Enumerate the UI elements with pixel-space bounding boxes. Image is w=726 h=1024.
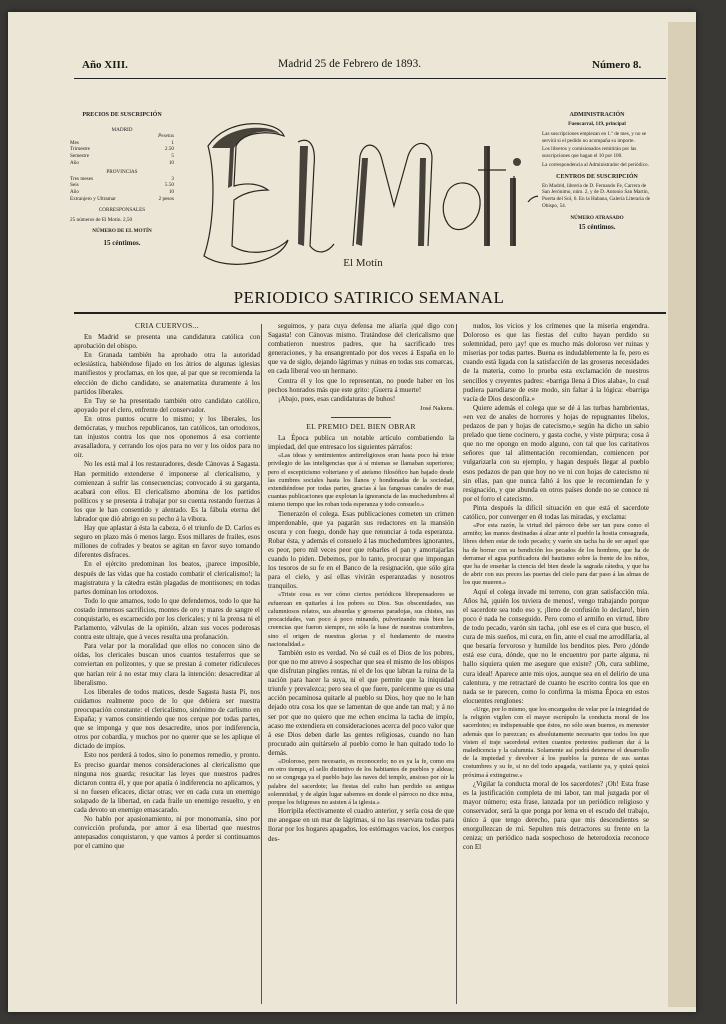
madrid-price-list xyxy=(70,140,174,166)
paragraph: Hay que aplastar á ésta la cabeza, ó el triunfo de D. Carlos es seguro en plazo más ó menos largo. Esos millares de frailes, esos millones de cofrades y beatos se agitan en favor suyo tomando diferentes disfraces. xyxy=(74,524,260,560)
paragraph: No les está mal á los restauradores, desde Cánovas á Sagasta. Han permitido extenderse é imponerse al clericalismo, y comienzan á sufrir las consecuencias; convocado á su garganta, acabará con ellos. El clericalismo abomina de los partidos políticos y se presenta á trabajar por su cuenta restando fuerzas á los que le han consentido y alentado. Es la fábula eterna del labrador que dió abrigo en su pecho á la víbora. xyxy=(74,460,260,523)
paragraph: No hablo por apasionamiento, ni por monomanía, sino por convicción profunda, por amor á esa libertad que nuestros antepasados conquistaron, y que vamos á perder si continuamos por el camino que xyxy=(74,815,260,851)
price-label: Año xyxy=(70,188,79,195)
quote-4: «Por esta razón, la virtud del párroco debe ser tan pura como el armiño; las manos destinadas á alzar ante el pueblo la hostia consagrada, libres deben estar de todo pecado; y varón sin tacha ha de ser aquel que ha de borrar con su bendición los pecados de los hombres, que ha de derramar el agua purificadora del bautismo sobre la frente de los niños, que ha de enseñar la ciencia del bien desde la sagrada cátedra, y que ha de abrir con sus preces las puertas del cielo para dar paso á las almas de los que mueren.» xyxy=(463,522,649,587)
paragraph: ¿Vigilar la conducta moral de los sacerdotes? ¡Oh! Esta frase es la justificación completa de mi labor, tan mal juzgada por el mayor número; esta frase, lanzada por un periódico religioso y conservador, será la que ponga por lema en el escudo del trabajo, único á que tengo derecho, para que mis descendientes se enorgullezcan de mí. Sepulten mis detractores su frente en la ceniza; un periódico nada sospechoso de heterodoxia reconoce con El xyxy=(463,779,649,852)
madrid-currency: Pesetas xyxy=(158,133,174,140)
article-signature: José Nakens. xyxy=(420,404,454,412)
atrasado-price: 15 céntimos. xyxy=(578,222,616,231)
paragraph: Todo lo que amamos, todo lo que defendemos, todo lo que ha costado inmensos sacrificios, montes de oro y mares de sangre el conquistarlo, es escarnecido por los clericales; y ni la prensa ni el Parlamento, válvulas de la opinión, alzan sus voces poderosas contra este ultraje, que á veces resulta una profanación. xyxy=(74,596,260,642)
madrid-label: MADRID xyxy=(111,126,133,133)
article-separator xyxy=(331,417,391,418)
column-1-body xyxy=(74,333,260,851)
price-value: 2.50 xyxy=(164,146,174,153)
price-label: Mes xyxy=(70,139,79,146)
article-column-2 xyxy=(268,322,454,1010)
article-intro: La Época publica un notable artículo combatiendo la impiedad, del que entresaco los siguientes párrafos: xyxy=(268,434,454,452)
atrasado-label: NÚMERO ATRASADO xyxy=(570,215,624,222)
article-heading-premio: EL PREMIO DEL BIEN OBRAR xyxy=(306,421,416,431)
price-row xyxy=(70,140,174,147)
paragraph: ¡Abajo, pues, esas candidaturas de buhos! xyxy=(278,394,396,403)
administration-title: ADMINISTRACIÓN xyxy=(569,112,625,118)
column-3-body-b xyxy=(463,588,649,706)
administration-address: Fuencarral, 119, principal xyxy=(568,120,626,127)
paragraph: En el ejército predominan los beatos, ¡parece imposible, después de las vidas que ha costado combatir el clericalismo!; la magistratura y la cátedra están plagadas de montisones; en todas partes dominan los ortodoxos. xyxy=(74,560,260,596)
paragraph: Esto nos perderá á todos, sino lo ponemos remedio, y pronto. Es preciso guardar menos consideraciones al clericalismo que ninguna nos guarda; resucitar las leyes que nuestros padres dictaron contra él, y que por apatía ó indiferencia no aplicamos, y si no fuesen eficaces, dictar otras; ver en cada cura un enemigo solapado de la libertad, en cada fraile un enemigo resuelto, y en cada devoto un enemigo emascarado. xyxy=(74,751,260,814)
price-row xyxy=(70,196,174,203)
paragraph: Aquí el colega invade mi terreno, con gran satisfacción mía. Años há, ¡quién los tuviera de menos!, vengo trabajando porque el sacerdote sea todo eso y, ¡lleno de confusión lo declaro!, bien poco é nada he conseguido. Pero como el armiño en virtud, libre de todo pecado, varón sin tacha, ¡ohl ese es el cura que busco, el cura de mis sueños, mi cura, en fin, ante el cual me arrodillaría, al que besaría fervoroso y humilde los benditos pies. Pero ¿dónde está ese cura, dónde, que no le encuentro por parte alguna, ni hallo siquiera quien me asegure que existe? ¡Oh, cura sublime, cura ideal! Aparece ante mis ojos, aunque sea en el delirio de una calentura, y me retractaré de cuanto he escrito contra los que en nada se te parecen, como lo confirma la misma Época en estos elocuentes renglones: xyxy=(463,587,649,705)
price-row xyxy=(70,176,174,183)
paragraph: nudos, los vicios y los crímenes que la miseria engendra. Doloroso es que las fiestas del culto hayan perdido su solemnidad, pero ¡ay! que es mucho más doloroso ver ruinas y miserias por todas partes. Buena es indudablemente la fe, pero es cuando está ligada con la satisfacción de las groseras necesidades de la materia, como lo prueba esta exclamación de nuestros sencillos y creyentes padres: «barriga llena á Dios alaba», lo cual pudiera parodiarse de este modo, sin faltar á la lógica: «barriga vacía de Dios desconfía.» xyxy=(463,322,649,403)
dateline: Madrid 25 de Febrero de 1893. xyxy=(278,58,422,70)
paragraph: También esto es verdad. No sé cuál es el Dios de los pobres, por que no me atrevo á sospechar que sea el mismo de los obispos que disfrutan pingües rentas, ni el de los que labran la ruina de la nación para hacer la suya, ni el que permite que la iniquidad triunfe y prevalezca; pero sea el que fuere, parécenme que es una acción pecaminosa quitarle al pueblo su Dios, hoy que no le han dejado otra cosa los que se lamentan de que ande tan mal; y á no ser por que no quiero que me echen encima la tacha de impío, acaso me extendiera en consideraciones acerca del poco valor que á ese Dios deben darle las gentes religiosas, cuando no han procurado aún quitárselo al pueblo como le han quitado todo lo demás. xyxy=(268,648,454,757)
numero-label: NÚMERO DE EL MOTÍN xyxy=(92,228,152,235)
column-2-body-b xyxy=(268,510,454,592)
article-column-1 xyxy=(74,318,260,1006)
masthead-rule xyxy=(74,312,666,314)
centros-title: CENTROS DE SUSCRIPCIÓN xyxy=(556,174,638,181)
price-value: 5.50 xyxy=(164,182,174,189)
column-3-body-a xyxy=(463,322,649,522)
paragraph: Tienerazón el colega. Esas publicaciones cometen un crimen imperdonable, que ya pagarán sus redactores en la mansión oscura y con fuego, donde hay que renunciar á toda esperanza. Robar ésta, y además el consuelo á las muchedumbres ignorantes, es peor, pero mil veces peor que robarles el pan y amortajarlas cuando lo piden. Debemos, por lo tanto, procurar que impongan los tesoros de su fe en el Banco de la resignación, que sólo gira para el cielo, y así ellas vivirán esperanzadas y nosotros tranquilos. xyxy=(268,509,454,591)
page-edge xyxy=(668,22,696,1007)
masthead-subtitle: PERIODICO SATIRICO SEMANAL xyxy=(233,288,505,307)
column-3-body-c xyxy=(463,780,649,853)
price-value: 1 xyxy=(171,139,174,146)
article-heading-cria-cuervos: CRIA CUERVOS... xyxy=(135,321,199,330)
paragraph: Contra él y los que lo representan, no puede haber en los pechos honrados más que este grito: ¡Guerra á muerte! xyxy=(268,376,454,394)
price-value: 2 pesos xyxy=(158,195,174,202)
issue-number: Número 8. xyxy=(592,59,642,71)
quote-3: «Doloroso, pero necesario, es reconocerlo; no es ya la fe, como era en otro tiempo, el sello distintivo de los habitantes de pueblos y aldeas; no se congrega ya el pueblo bajo las naves del templo, ansioso por oír la palabra del sacerdote; las fiestas del culto han perdido su antigua solemnidad, y de algún lugar sabemos en donde el párroco no dice misa, porque los feligreses no asisten á la iglesia.» xyxy=(268,758,454,807)
subscription-prices-box xyxy=(70,110,174,247)
price-label: Trimestre xyxy=(70,146,90,153)
price-row xyxy=(70,153,174,160)
price-label: Seis xyxy=(70,182,79,189)
administration-box xyxy=(542,110,652,230)
column-2-body-c xyxy=(268,649,454,758)
corresponsales-line: 25 números de El Motín. 2,50 xyxy=(70,216,133,223)
price-label: Tres meses xyxy=(70,175,94,182)
logo-title-text: El Motín xyxy=(343,257,383,269)
price-row xyxy=(70,189,174,196)
column-2-body-d xyxy=(268,807,454,843)
admin-note-3: La correspondencia al Administrador del periódico. xyxy=(542,161,649,168)
column-divider-2 xyxy=(456,324,457,1004)
paragraph: Pinta después la difícil situación en que está el sacerdote católico, por converger en él todas las miradas, y exclama: xyxy=(463,503,649,521)
price-value: 10 xyxy=(168,188,174,195)
subscription-title: PRECIOS DE SUSCRIPCIÓN xyxy=(82,112,162,118)
paragraph: Quiere además el colega que se dé á las turbas hambrientas, «en vez de anales de horrores y hojas de repugnantes libelos, pedazos de pan y hojas de catecismo,» según ha dicho un sabio prelado que tiene cocinero, y gasta coche, y viste púrpura; cosa á que no me opongo en modo alguno, con tal que los caritativos señores que tal alimentación recomiendan, comiencen por vulgarizarla con su ejemplo, y hagan después llegar al pueblo esos pedazos de pan que hoy no ve ni con hojas de catecismo ni sin ellas, pan que nunca faltó á los que le recomiendan fe y resignación, y que abunda en otros países donde no se conoce ni por el forro el catecismo. xyxy=(463,403,649,503)
provincias-price-list xyxy=(70,176,174,202)
paragraph: En Tuy se ha presentado también otro candidato católico, apoyado por el clero, enfrente del conservador. xyxy=(74,396,260,414)
price-label: Extranjero y Ultramar xyxy=(70,195,116,202)
newspaper-page xyxy=(8,12,696,1012)
quote-1: «Las ideas y sentimientos antirreligiosos eran hasta poco há triste privilegio de las inteligencias que á sí mismas se llamaban superiores; pero el escepticismo volteriano y el ateísmo filosófico han bajado desde las cumbres sociales hasta los llanos y hondonadas de la sociedad, extendiéndose por todas partes, gracias á las fangosas canales de esas cuantas publicaciones que explotan la ignorancia de las muchedumbres al mismo tiempo que les roban toda esperanza y todo consuelo.» xyxy=(268,452,454,509)
quote-2: «Triste cosa es ver cómo ciertos periódicos librepensadores se esfuerzan en quitarles á los pobres su Dios. Sus obscenidades, sus calumniosos relatos, sus absurdas y groseras paradojas, sus chistes, sus procacidades, van poco á poco minando, pulverizando más bien las creencias que fueron siempre, no sólo la base de nuestras costumbres, sino el origen de nuestras glorias y el fundamento de nuestra nacionalidad.» xyxy=(268,591,454,648)
paragraph: seguimos, y para cuya defensa me aliaría ¡qué digo con Sagasta! con Cánovas mismo. Tratándose del clericalismo que combatieron nuestros padres, que ha sacrificado tres generaciones, y ha ensangrentado por dos veces á España en lo que va de siglo, dejando lágrimas y ruinas en todas sus comarcas, en cada liberal veo un hermano. xyxy=(268,322,454,376)
admin-note-1: Las suscripciones empiezan en 1.º de mes, y no se servirá si el pedido no acompaña su importe. xyxy=(542,131,647,144)
article-column-3 xyxy=(463,322,649,1010)
paragraph: En Granada también ha aprobado otra la autoridad eclesiástica, habiéndose fijado en los átrios de algunas iglesias manifiestos y proclamas, en los que, al par que se recomienda la elección de dicho candidato, se anatematiza duramente á los partidos liberales. xyxy=(74,351,260,396)
issue-year: Año XIII. xyxy=(82,59,128,71)
logo-artwork xyxy=(188,106,538,276)
paragraph: Para velar por la moralidad que ellos no conocen sino de oídas, los clericales buscan unos cuantos testaferros que se conviertan en polizontes, y que se prestan á cometer ridículeces que harían reir á no estar muy clara la intención: desacreditar al liberalismo. xyxy=(74,642,260,687)
header-rule xyxy=(74,78,666,79)
price-label: Año xyxy=(70,159,79,166)
issue-price: 15 céntimos. xyxy=(103,238,141,247)
quote-5: «Urge, por lo mismo, que los encargados de velar por la integridad de la religión vigilen con el mayor escrúpulo la conducta moral de los sacerdotes; es indispensable que éstos, no sólo sean buenos, es menester además que lo parezcan; es absolutamente necesario que todos los que visten el traje sacerdotal eviten cuantos pretextos pudieran dar á la maledicencia y la calumnia. Solamente así podrá detenerse el desarrollo de la impiedad y devolver á los pueblos la pureza de sus santas costumbres y su fe, si no del todo apagada, vacilante ya, y quizá quizá próxima á extinguirse.» xyxy=(463,705,649,779)
column-2-body-a xyxy=(268,322,454,404)
paragraph: En Madrid se presenta una candidatura católica con aprobación del obispo. xyxy=(74,333,260,351)
price-row xyxy=(70,146,174,153)
provincias-label: PROVINCIAS xyxy=(106,169,138,176)
price-row xyxy=(70,182,174,189)
price-value: 5 xyxy=(171,152,174,159)
price-row xyxy=(70,160,174,167)
paragraph: En otros puntos ocurre lo mismo; y los liberales, los demócratas, y muchos republicanos, tan católicos, tan ortodoxos, tan injustos contra los que nos oponemos á esa corriente avasalladora, y cerrando los ojos para no ver y los oídos para no oir. xyxy=(74,414,260,460)
paragraph: Los liberales de todos matices, desde Sagasta hasta Pí, nos cuidamos realmente poco de lo que debiera ser nuestra preocupación constante: el clericalismo, sinónimo de carlismo en España; y vamos consintiendo que nos cerque por todas partes, que se imponga y que nos desacredite, unos por indiferencia, otros por cobardía, y muchos por no querer que se les aplique el dictado de impíos. xyxy=(74,687,260,751)
centros-text: En Madrid, librería de D. Fernando Fe, Carrera de San Jerónimo, núm. 2, y de D. Antonio San Martín, Puerta del Sol, 6. En la Habana, Galería Literaria de Obispo, 54. xyxy=(542,182,651,209)
admin-note-2: Los libreros y comisionados remitirán por las suscripciones que hagan el 10 por 100. xyxy=(542,146,637,159)
price-value: 10 xyxy=(168,159,174,166)
price-value: 3 xyxy=(171,175,174,182)
column-divider-1 xyxy=(261,324,262,1004)
masthead-logo xyxy=(188,106,538,276)
paragraph: Horripila efectivamente el cuadro anterior, y sería cosa de que me anegase en un mar de lágrimas, si no las reservara todas para llorar por los hogares apagados, los estómagos vacíos, los cuerpos des- xyxy=(268,807,454,843)
price-label: Semestre xyxy=(70,152,90,159)
corresponsales-label: CORRESPONSALES xyxy=(98,207,146,214)
